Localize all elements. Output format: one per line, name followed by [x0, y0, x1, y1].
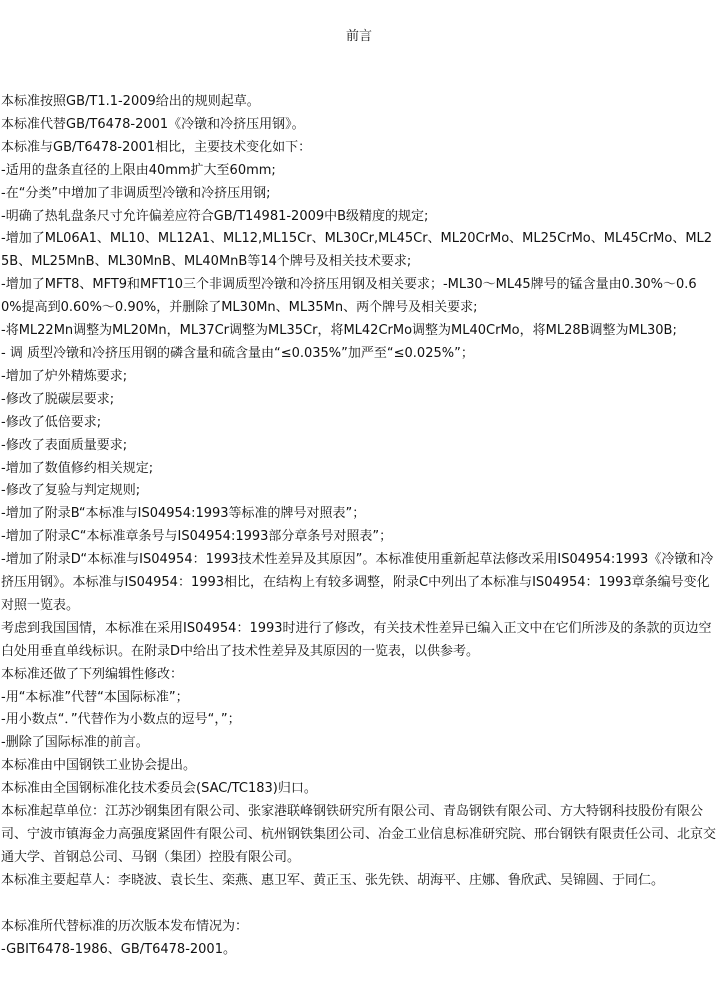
paragraph: -修改了脱碳层要求; [1, 391, 115, 407]
paragraph: -修改了表面质量要求; [1, 437, 128, 453]
paragraph: 本标准还做了下列编辑性修改： [1, 666, 184, 682]
paragraph: -修改了复验与判定规则; [1, 483, 141, 499]
paragraph: -修改了低倍要求; [1, 414, 102, 430]
paragraph: -增加了附录D“本标准与IS04954：1993技术性差异及其原因”。本标准使用重新起草法修改采用IS04954:1993《冷镦和冷挤压用钢》。本标准与IS04954：1993相比，在结构上有较多调整，附录C中列出了本标准与IS04954：1993章条编号变化对照一览表。 [1, 552, 714, 613]
paragraph: -增加了炉外精炼要求; [1, 368, 128, 384]
paragraph: -增加了附录B“本标准与IS04954:1993等标准的牌号对照表”； [1, 506, 366, 522]
paragraph: -删除了国际标准的前言。 [1, 735, 149, 751]
paragraph: -增加了ML06A1、ML10、ML12A1、ML12,ML15Cr、ML30Cr,ML45Cr、ML20CrMo、ML25CrMo、ML45CrMo、ML25B、ML25MnB、ML30MnB、ML40MnB等14个牌号及相关技术要求; [1, 231, 713, 270]
paragraph: -增加了数值修约相关规定; [1, 460, 154, 476]
paragraph: - 调 质型冷镦和冷挤压用钢的磷含量和硫含量由“≤0.035%”加严至“≤0.025%”； [1, 345, 474, 361]
paragraph: -增加了MFT8、MFT9和MFT10三个非调质型冷镦和冷挤压用钢及相关要求；-ML30～ML45牌号的锰含量由0.30%～0.60%提高到0.60%～0.90%，并删除了ML30Mn、ML35Mn、两个牌号及相关要求; [1, 277, 697, 316]
paragraph: 本标准与GB/T6478-2001相比，主要技术变化如下： [1, 139, 312, 155]
paragraph: 本标准代替GB/T6478-2001《冷镦和冷挤压用钢》。 [1, 116, 305, 132]
blank-line [1, 893, 717, 916]
paragraph: -在“分类”中增加了非调质型冷镦和冷挤压用钢; [1, 185, 271, 201]
document-body [1, 91, 717, 961]
paragraph: 本标准主要起草人：李晓波、袁长生、栾燕、惠卫军、黄正玉、张先铁、胡海平、庄娜、鲁欣武、吴锦圆、于同仁。 [1, 872, 665, 888]
paragraph: 本标准按照GB/T1.1-2009给出的规则起草。 [1, 94, 260, 109]
paragraph: -用小数点“．”代替作为小数点的逗号“，”； [1, 712, 241, 728]
paragraph: -增加了附录C“本标准章条号与IS04954:1993部分章条号对照表”； [1, 529, 393, 545]
paragraph: 考虑到我国国情，本标准在采用IS04954：1993时进行了修改，有关技术性差异已编入正文中在它们所涉及的条款的页边空白处用垂直单线标识。在附录D中给出了技术性差异及其原因的一览表，以供参考。 [1, 620, 712, 659]
page-title: 前言 [345, 29, 372, 44]
paragraph: -GBIT6478-1986、GB/T6478-2001。 [1, 941, 236, 957]
paragraph: 本标准起草单位：江苏沙钢集团有限公司、张家港联峰钢铁研究所有限公司、青岛钢铁有限公司、方大特钢科技股份有限公司、宁波市镇海金力高强度紧固件有限公司、杭州钢铁集团公司、冶金工业信息标准研究院、邢台钢铁有限责任公司、北京交通大学、首钢总公司、马钢（集团）控股有限公司。 [1, 804, 717, 865]
paragraph: -将ML22Mn调整为ML20Mn，ML37Cr调整为ML35Cr，将ML42CrMo调整为ML40CrMo，将ML28B调整为ML30B; [1, 323, 677, 339]
paragraph: -适用的盘条直径的上限由40mm扩大至60mm; [1, 162, 276, 178]
paragraph: 本标准所代替标准的历次版本发布情况为： [1, 918, 249, 934]
paragraph: -用“本标准”代替“本国际标准”； [1, 689, 189, 705]
paragraph: 本标准由全国钢标准化技术委员会(SAC/TC183)归口。 [1, 781, 317, 797]
paragraph: 本标准由中国钢铁工业协会提出。 [1, 758, 197, 774]
paragraph: -明确了热轧盘条尺寸允许偏差应符合GB/T14981-2009中B级精度的规定; [1, 208, 429, 224]
